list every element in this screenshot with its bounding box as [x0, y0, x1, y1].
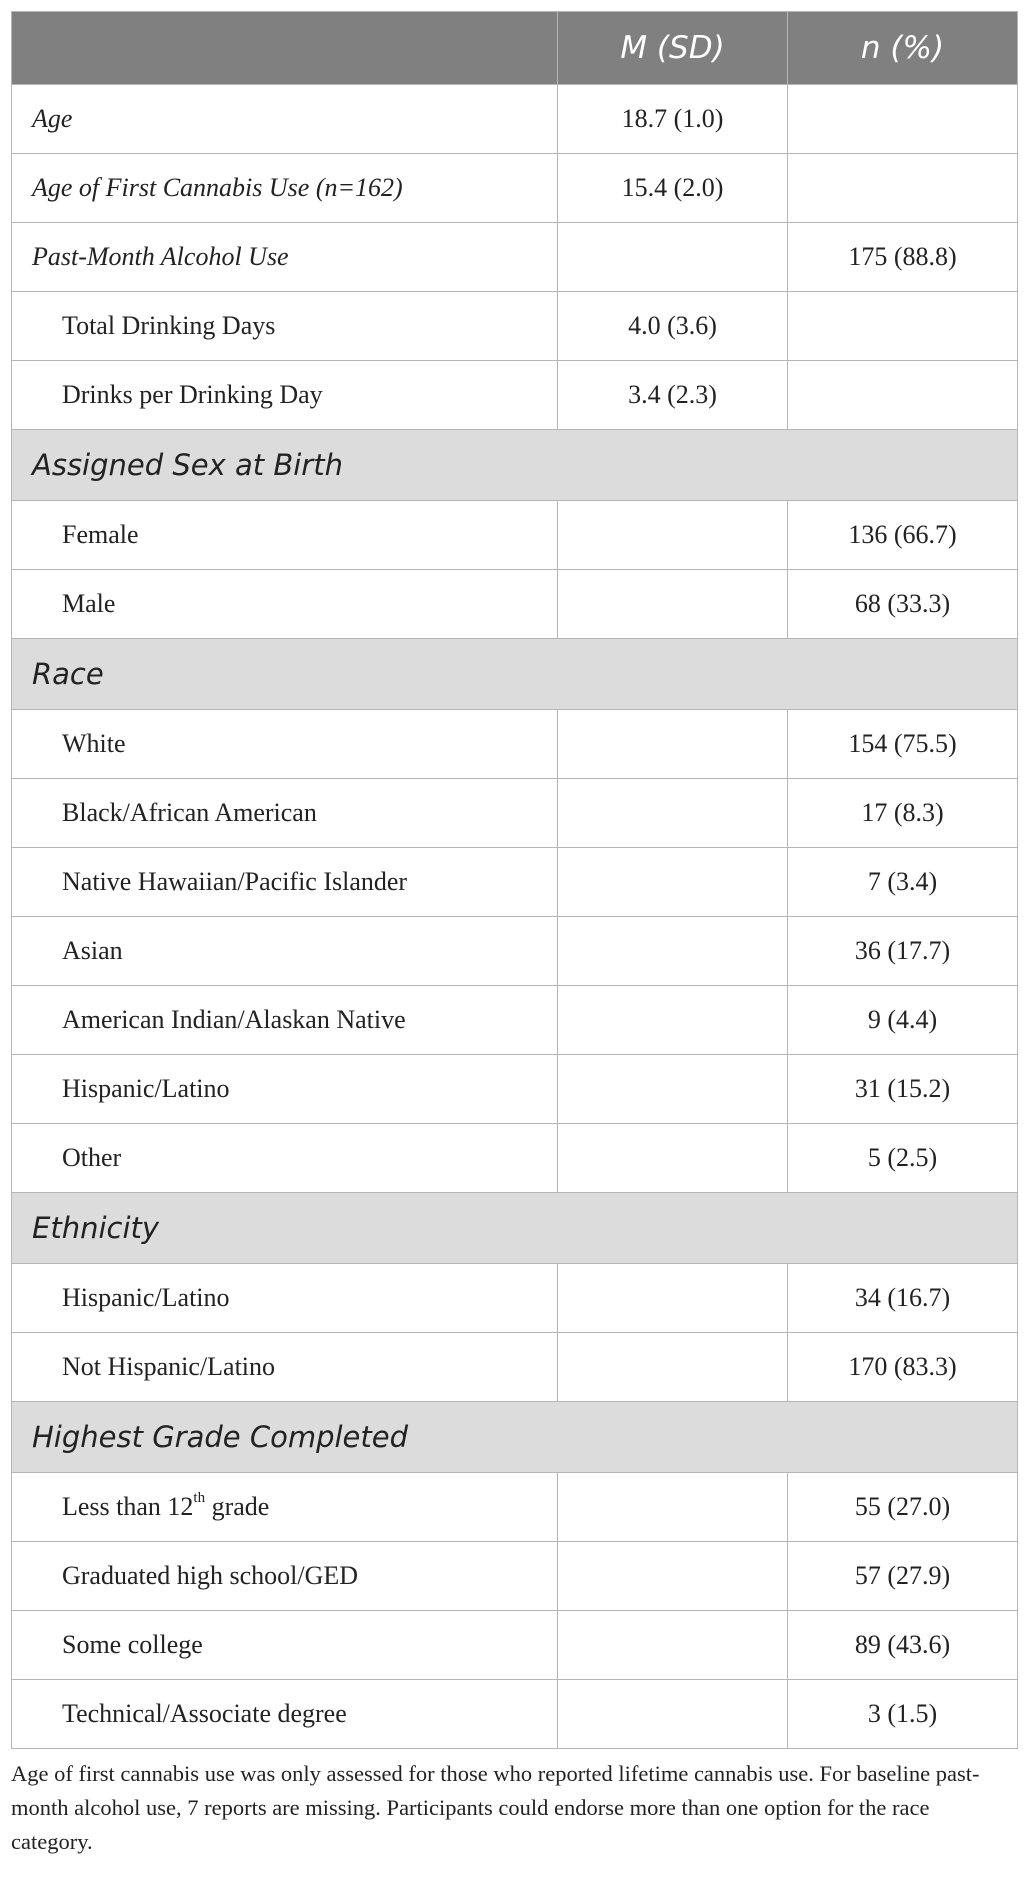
row-label: Not Hispanic/Latino [12, 1333, 558, 1402]
table-row [12, 917, 1018, 986]
table-row [12, 501, 1018, 570]
row-label: American Indian/Alaskan Native [12, 986, 558, 1055]
table-footnote: Age of first cannabis use was only assessed for those who reported lifetime cannabis use. For baseline past-month alcohol use, 7 reports are missing. Participants could endorse more than one option for the race category. [11, 1761, 980, 1854]
cell-n-percent: 9 (4.4) [788, 986, 1018, 1055]
row-label-text-end: =162) [337, 173, 403, 202]
cell-n-percent: 7 (3.4) [788, 848, 1018, 917]
row-label: Total Drinking Days [12, 292, 558, 361]
section-header-row [12, 1402, 1018, 1473]
row-label: Other [12, 1124, 558, 1193]
row-label: Graduated high school/GED [12, 1542, 558, 1611]
row-label-text: Less than 12 [62, 1492, 194, 1521]
cell-mean-sd [558, 848, 788, 917]
cell-mean-sd [558, 710, 788, 779]
table-row [12, 1333, 1018, 1402]
cell-mean-sd [558, 917, 788, 986]
cell-mean-sd [558, 1124, 788, 1193]
cell-n-percent [788, 361, 1018, 430]
cell-n-percent: 17 (8.3) [788, 779, 1018, 848]
row-label: Hispanic/Latino [12, 1055, 558, 1124]
row-label-superscript: th [193, 1490, 206, 1507]
row-label: Native Hawaiian/Pacific Islander [12, 848, 558, 917]
cell-mean-sd: 4.0 (3.6) [558, 292, 788, 361]
cell-mean-sd [558, 1055, 788, 1124]
cell-n-percent: 55 (27.0) [788, 1473, 1018, 1542]
cell-mean-sd: 18.7 (1.0) [558, 85, 788, 154]
cell-n-percent: 170 (83.3) [788, 1333, 1018, 1402]
cell-mean-sd [558, 1264, 788, 1333]
cell-mean-sd: 15.4 (2.0) [558, 154, 788, 223]
table-row [12, 1542, 1018, 1611]
row-label: White [12, 710, 558, 779]
cell-n-percent: 36 (17.7) [788, 917, 1018, 986]
table-row [12, 1680, 1018, 1749]
section-header-row [12, 1193, 1018, 1264]
cell-n-percent: 136 (66.7) [788, 501, 1018, 570]
cell-n-percent: 5 (2.5) [788, 1124, 1018, 1193]
demographics-table [11, 11, 1018, 1749]
table-row [12, 1473, 1018, 1542]
table-row [12, 223, 1018, 292]
row-label: Past-Month Alcohol Use [12, 223, 558, 292]
cell-n-percent: 154 (75.5) [788, 710, 1018, 779]
row-label: Hispanic/Latino [12, 1264, 558, 1333]
table-row [12, 1611, 1018, 1680]
section-label: Ethnicity [12, 1193, 1018, 1264]
cell-mean-sd [558, 1680, 788, 1749]
row-label-text: Age of First Cannabis Use ( [32, 173, 325, 202]
cell-mean-sd [558, 1333, 788, 1402]
cell-n-percent: 89 (43.6) [788, 1611, 1018, 1680]
cell-mean-sd [558, 1542, 788, 1611]
row-label: Black/African American [12, 779, 558, 848]
table-row [12, 1055, 1018, 1124]
row-label: Asian [12, 917, 558, 986]
row-label-n: n [324, 173, 338, 202]
cell-mean-sd [558, 1611, 788, 1680]
cell-n-percent: 31 (15.2) [788, 1055, 1018, 1124]
row-label: Age [12, 85, 558, 154]
header-label-column [12, 12, 558, 85]
section-label: Race [12, 639, 1018, 710]
cell-n-percent [788, 154, 1018, 223]
table-row [12, 710, 1018, 779]
cell-n-percent [788, 85, 1018, 154]
cell-mean-sd [558, 1473, 788, 1542]
table-body [12, 85, 1018, 1749]
table-row [12, 1264, 1018, 1333]
cell-mean-sd [558, 986, 788, 1055]
section-label: Assigned Sex at Birth [12, 430, 1018, 501]
section-label: Highest Grade Completed [12, 1402, 1018, 1473]
table-row [12, 361, 1018, 430]
table-row [12, 986, 1018, 1055]
cell-mean-sd [558, 501, 788, 570]
cell-mean-sd: 3.4 (2.3) [558, 361, 788, 430]
row-label [12, 154, 558, 223]
cell-n-percent: 57 (27.9) [788, 1542, 1018, 1611]
table-header-row [12, 12, 1018, 85]
table-row [12, 570, 1018, 639]
header-n-percent: n (%) [788, 12, 1018, 85]
cell-n-percent [788, 292, 1018, 361]
row-label: Some college [12, 1611, 558, 1680]
row-label: Technical/Associate degree [12, 1680, 558, 1749]
table-row [12, 292, 1018, 361]
row-label [12, 1473, 558, 1542]
table-row [12, 154, 1018, 223]
cell-n-percent: 175 (88.8) [788, 223, 1018, 292]
table-row [12, 1124, 1018, 1193]
cell-n-percent: 34 (16.7) [788, 1264, 1018, 1333]
cell-mean-sd [558, 779, 788, 848]
cell-mean-sd [558, 570, 788, 639]
header-mean-sd: M (SD) [558, 12, 788, 85]
row-label-text-end: grade [205, 1492, 270, 1521]
row-label: Drinks per Drinking Day [12, 361, 558, 430]
table-row [12, 779, 1018, 848]
section-header-row [12, 430, 1018, 501]
table-row [12, 85, 1018, 154]
cell-mean-sd [558, 223, 788, 292]
demographics-table-container [11, 11, 1017, 1749]
row-label: Female [12, 501, 558, 570]
section-header-row [12, 639, 1018, 710]
cell-n-percent: 68 (33.3) [788, 570, 1018, 639]
table-row [12, 848, 1018, 917]
cell-n-percent: 3 (1.5) [788, 1680, 1018, 1749]
row-label: Male [12, 570, 558, 639]
